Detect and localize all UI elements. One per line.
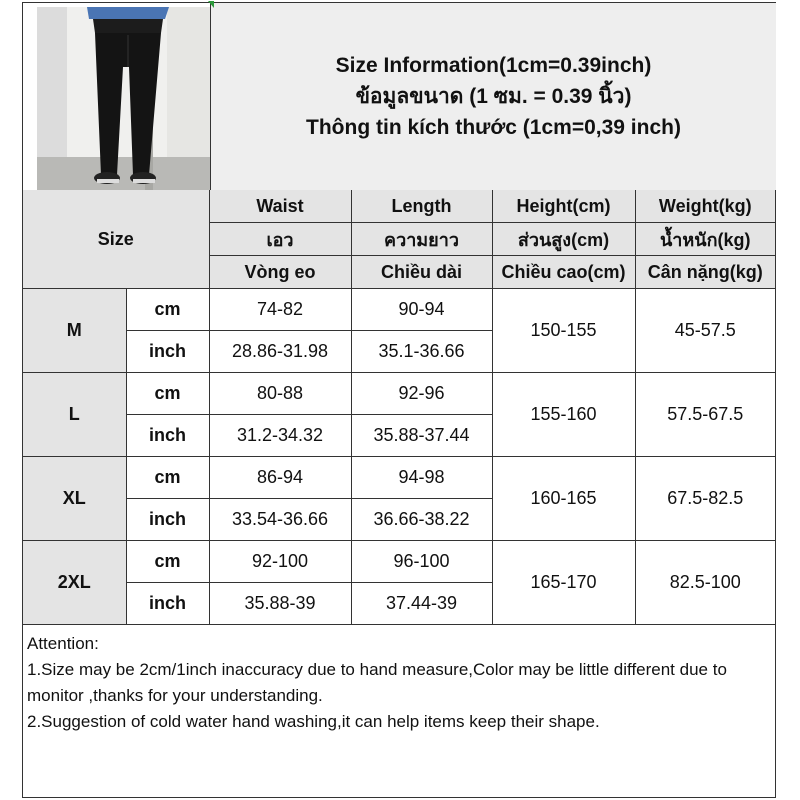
waist-cm: 74-82	[209, 289, 351, 331]
waist-inch: 33.54-36.66	[209, 499, 351, 541]
table-row	[23, 289, 775, 331]
unit-cm: cm	[126, 289, 209, 331]
attention-notes	[27, 631, 772, 735]
col-length-th: ความยาว	[351, 223, 492, 256]
col-waist-en: Waist	[209, 190, 351, 223]
col-height-en: Height(cm)	[492, 190, 635, 223]
note-item-2: 2.Suggestion of cold water hand washing,it can help items keep their shape.	[27, 712, 600, 731]
length-cm: 94-98	[351, 457, 492, 499]
height-value: 165-170	[492, 541, 635, 625]
unit-cm: cm	[126, 541, 209, 583]
size-name: L	[23, 373, 126, 457]
col-length-vi: Chiều dài	[351, 256, 492, 289]
model-photo-trousers-icon	[37, 7, 210, 190]
waist-cm: 92-100	[209, 541, 351, 583]
height-value: 150-155	[492, 289, 635, 373]
table-row	[23, 457, 775, 499]
title-vietnamese: Thông tin kích thước (1cm=0,39 inch)	[306, 116, 681, 139]
weight-value: 57.5-67.5	[635, 373, 775, 457]
header	[23, 3, 775, 191]
unit-inch: inch	[126, 415, 209, 457]
note-item-1: 1.Size may be 2cm/1inch inaccuracy due to hand measure,Color may be little different due to monitor ,thanks for your understanding.	[27, 660, 727, 705]
waist-cm: 86-94	[209, 457, 351, 499]
size-chart	[22, 2, 776, 798]
weight-value: 82.5-100	[635, 541, 775, 625]
length-inch: 35.88-37.44	[351, 415, 492, 457]
waist-cm: 80-88	[209, 373, 351, 415]
col-weight-en: Weight(kg)	[635, 190, 775, 223]
size-name: 2XL	[23, 541, 126, 625]
unit-cm: cm	[126, 373, 209, 415]
length-inch: 36.66-38.22	[351, 499, 492, 541]
col-height-th: ส่วนสูง(cm)	[492, 223, 635, 256]
length-cm: 92-96	[351, 373, 492, 415]
size-name: M	[23, 289, 126, 373]
size-information-title	[210, 3, 776, 190]
size-table	[23, 190, 775, 625]
header-row-english	[23, 190, 775, 223]
unit-cm: cm	[126, 457, 209, 499]
title-english: Size Information(1cm=0.39inch)	[335, 54, 652, 77]
col-waist-th: เอว	[209, 223, 351, 256]
length-cm: 96-100	[351, 541, 492, 583]
height-value: 160-165	[492, 457, 635, 541]
col-height-vi: Chiều cao(cm)	[492, 256, 635, 289]
title-thai: ข้อมูลขนาด (1 ซม. = 0.39 นิ้ว)	[355, 85, 632, 108]
table-row	[23, 373, 775, 415]
height-value: 155-160	[492, 373, 635, 457]
corner-triangle-icon	[208, 1, 214, 8]
weight-value: 45-57.5	[635, 289, 775, 373]
col-weight-vi: Cân nặng(kg)	[635, 256, 775, 289]
unit-inch: inch	[126, 583, 209, 625]
length-cm: 90-94	[351, 289, 492, 331]
size-column-title: Size	[23, 190, 209, 289]
length-inch: 37.44-39	[351, 583, 492, 625]
waist-inch: 28.86-31.98	[209, 331, 351, 373]
col-length-en: Length	[351, 190, 492, 223]
waist-inch: 31.2-34.32	[209, 415, 351, 457]
col-waist-vi: Vòng eo	[209, 256, 351, 289]
table-row	[23, 541, 775, 583]
size-name: XL	[23, 457, 126, 541]
unit-inch: inch	[126, 499, 209, 541]
waist-inch: 35.88-39	[209, 583, 351, 625]
notes-title: Attention:	[27, 634, 99, 653]
weight-value: 67.5-82.5	[635, 457, 775, 541]
col-weight-th: น้ำหนัก(kg)	[635, 223, 775, 256]
length-inch: 35.1-36.66	[351, 331, 492, 373]
unit-inch: inch	[126, 331, 209, 373]
